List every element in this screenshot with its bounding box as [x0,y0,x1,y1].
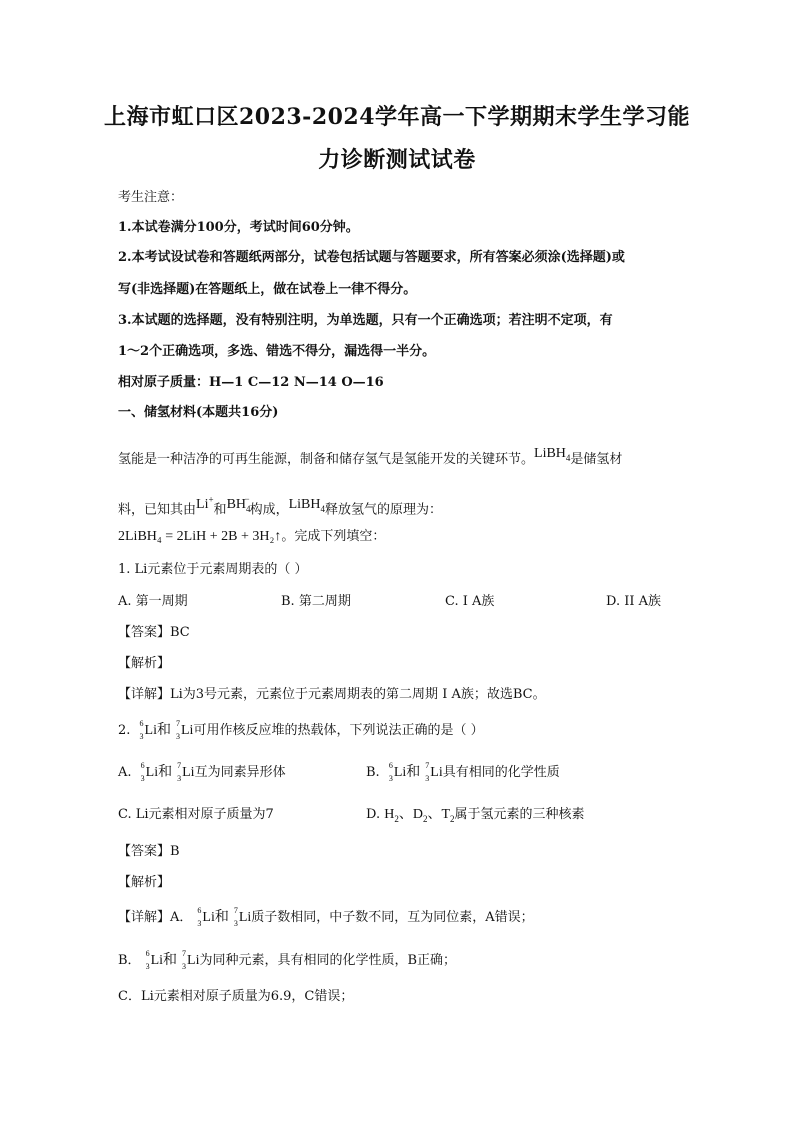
q1-option-b: B. 第二周期 [281,594,351,609]
title-line-1: 上海市虹口区2023-2024学年高一下学期期末学生学习能 [103,104,691,130]
q2-option-b-text: 具有相同的化学性质 [442,765,560,780]
q2-option-a-text: 互为同素异形体 [194,765,286,780]
q2-answer: 【答案】B [118,844,180,859]
q1-stem: 1. Li元素位于元素周期表的（ ） [118,562,308,577]
q2-stem-text: 可用作核反应堆的热载体，下列说法正确的是（ ） [193,723,484,738]
q2-detail-b-text: 为同种元素，具有相同的化学性质，B正确； [199,953,457,968]
formula-libh4-2: LiBH$_4$ [288,496,325,514]
formula-libh4: LiBH$_4$ [534,446,571,463]
q2-stem [118,719,484,741]
q2-detail-b: B． 6 3 Li和 7 3 Li为同种元素，具有相同的化学性质，B正确； [118,949,457,971]
intro-text-3: 料，已知其由 [118,502,197,518]
reaction-equation: 2LiBH₄ = 2LiH + 2B + 3H₂↑ [118,529,282,544]
intro-text-2: 是储氢材 [570,452,623,467]
q1-detail: 【详解】Li为3号元素，元素位于元素周期表的第二周期 I A族；故选BC。 [118,687,546,702]
q1-option-c: C. I A族 [445,594,495,609]
q2-option-a: A. 6 3 Li和 7 3 Li互为同素异形体 [118,761,286,783]
q2-detail-a: 【详解】A． 6 3 Li和 7 3 Li质子数相同，中子数不同，互为同位素，A错误； [118,906,534,928]
formula-bh4-ion: $BH_4^-$ [226,494,251,514]
notice-heading: 考生注意： [118,190,184,205]
notice-item-3: 3.本试题的选择题，没有特别注明，为单选题，只有一个正确选项；若注明不定项，有 [118,313,613,328]
q2-detail-a-prefix: 【详解】A． [118,910,193,925]
q2-stem-prefix: 2. [118,723,131,738]
intro-text-4: 和 [213,502,227,518]
q1-option-d: D. II A族 [606,594,662,609]
notice-item-3-cont: 1～2个正确选项，多选、错选不得分，漏选得一半分。 [118,344,436,359]
q2-option-d-text: 属于氢元素的三种核素 [454,807,585,822]
q2-option-c: C. Li元素相对原子质量为7 [118,807,274,822]
q1-answer: 【答案】BC [118,625,190,640]
intro-text-1: 氢能是一种洁净的可再生能源，制备和储存氢气是氢能开发的关键环节。 [118,452,535,467]
q2-detail-a-text: 质子数相同，中子数不同，互为同位素，A错误； [251,910,534,925]
intro-line-1 [118,445,622,469]
q2-detail-b-prefix: B． [118,953,141,968]
q2-option-b: B. 6 3 Li和 7 3 Li具有相同的化学性质 [366,761,560,783]
q2-option-d: D. $H_2$、$D_2$、$T_2$属于氢元素的三种核素 [366,807,585,824]
section-heading: 一、储氢材料(本题共16分) [118,405,279,420]
intro-text-7: 。完成下列填空： [281,529,386,544]
nuclide-li6-li7: 6 3 Li和 7 3 Li [139,719,194,741]
q1-analysis: 【解析】 [118,656,171,671]
notice-item-2-cont: 写(非选择题)在答题纸上，做在试卷上一律不得分。 [118,282,417,297]
formula-li-ion: Li+ [196,494,214,512]
intro-text-6: 释放氢气的原理为： [325,502,443,518]
atomic-masses: 相对原子质量：H—1 C—12 N—14 O—16 [118,375,384,390]
intro-line-3 [118,528,385,546]
notice-item-2: 2.本考试设试卷和答题纸两部分，试卷包括试题与答题要求，所有答案必须涂(选择题)或 [118,250,625,265]
intro-line-2 [118,490,442,520]
q2-detail-c: C．Li元素相对原子质量为6.9，C错误； [118,989,354,1004]
intro-text-5: 构成， [249,502,289,518]
notice-item-1: 1.本试卷满分100分，考试时间60分钟。 [118,220,359,235]
q1-option-a: A. 第一周期 [118,594,188,609]
q2-analysis: 【解析】 [118,875,171,890]
title-line-2: 力诊断测试试卷 [318,147,476,173]
